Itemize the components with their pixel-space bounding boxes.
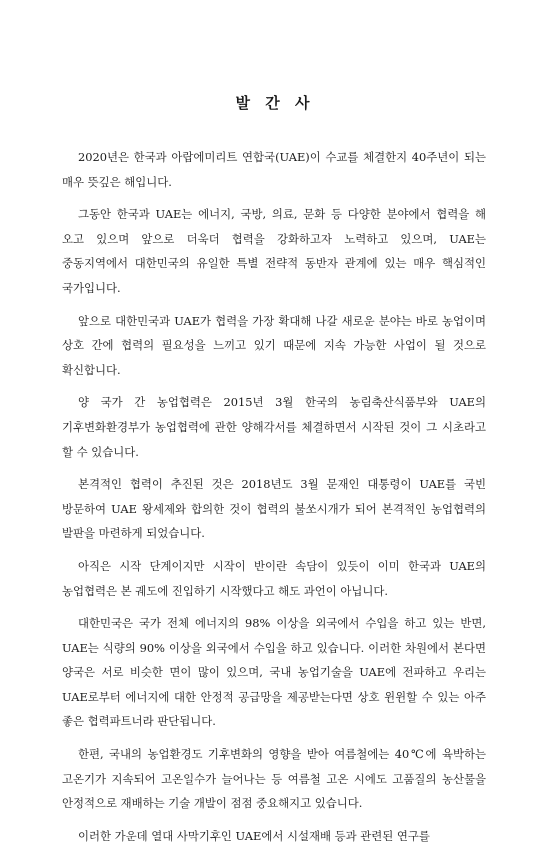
paragraph: 앞으로 대한민국과 UAE가 협력을 가장 확대해 나갈 새로운 분야는 바로 농업이며 상호 간에 협력의 필요성을 느끼고 있기 때문에 지속 가능한 사업이 될 것으로 확신합니다. <box>62 313 486 377</box>
paragraph: 아직은 시작 단계이지만 시작이 반이란 속담이 있듯이 이미 한국과 UAE의 농업협력은 본 궤도에 진입하기 시작했다고 해도 과언이 아닙니다. <box>62 558 486 598</box>
paragraph: 이러한 가운데 열대 사막기후인 UAE에서 시설재배 등과 관련된 연구를 <box>78 828 430 843</box>
paragraph: 대한민국은 국가 전체 에너지의 98% 이상을 외국에서 수입을 하고 있는 반면, UAE는 식량의 90% 이상을 외국에서 수입을 하고 있습니다. 이러한 차원에서 본다면 양국은 서로 비슷한 면이 많이 있으며, 국내 농업기술을 UAE에 전파하고 우리는 UAE로부터 에너지에 대한 안정적 공급망을 제공받는다면 상호 윈윈할 수 있는 아주 좋은 협력파트너라 판단됩니다. <box>62 616 486 729</box>
page-title: 발 간 사 <box>235 94 315 112</box>
paragraph: 양 국가 간 농업협력은 2015년 3월 한국의 농림축산식품부와 UAE의 기후변화환경부가 농업협력에 관한 양해각서를 체결하면서 시작된 것이 그 시초라고 할 수 있습니다. <box>62 395 486 459</box>
paragraph: 본격적인 협력이 추진된 것은 2018년도 3월 문재인 대통령이 UAE를 국빈 방문하여 UAE 왕세제와 합의한 것이 협력의 불쏘시개가 되어 본격적인 농업협력의 발판을 마련하게 되었습니다. <box>62 477 486 541</box>
document-body <box>62 145 486 856</box>
paragraph: 한편, 국내의 농업환경도 기후변화의 영향을 받아 여름철에는 40℃에 육박하는 고온기가 지속되어 고온일수가 늘어나는 등 여름철 고온 시에도 고품질의 농산물을 안정적으로 재배하는 기술 개발이 점점 중요해지고 있습니다. <box>62 747 486 811</box>
paragraph: 그동안 한국과 UAE는 에너지, 국방, 의료, 문화 등 다양한 분야에서 협력을 해 오고 있으며 앞으로 더욱더 협력을 강화하고자 노력하고 있으며, UAE는 중동지역에서 대한민국의 유일한 특별 전략적 동반자 관계에 있는 매우 핵심적인 국가입니다. <box>62 207 486 295</box>
paragraph: 2020년은 한국과 아랍에미리트 연합국(UAE)이 수교를 체결한지 40주년이 되는 매우 뜻깊은 해입니다. <box>62 150 486 189</box>
